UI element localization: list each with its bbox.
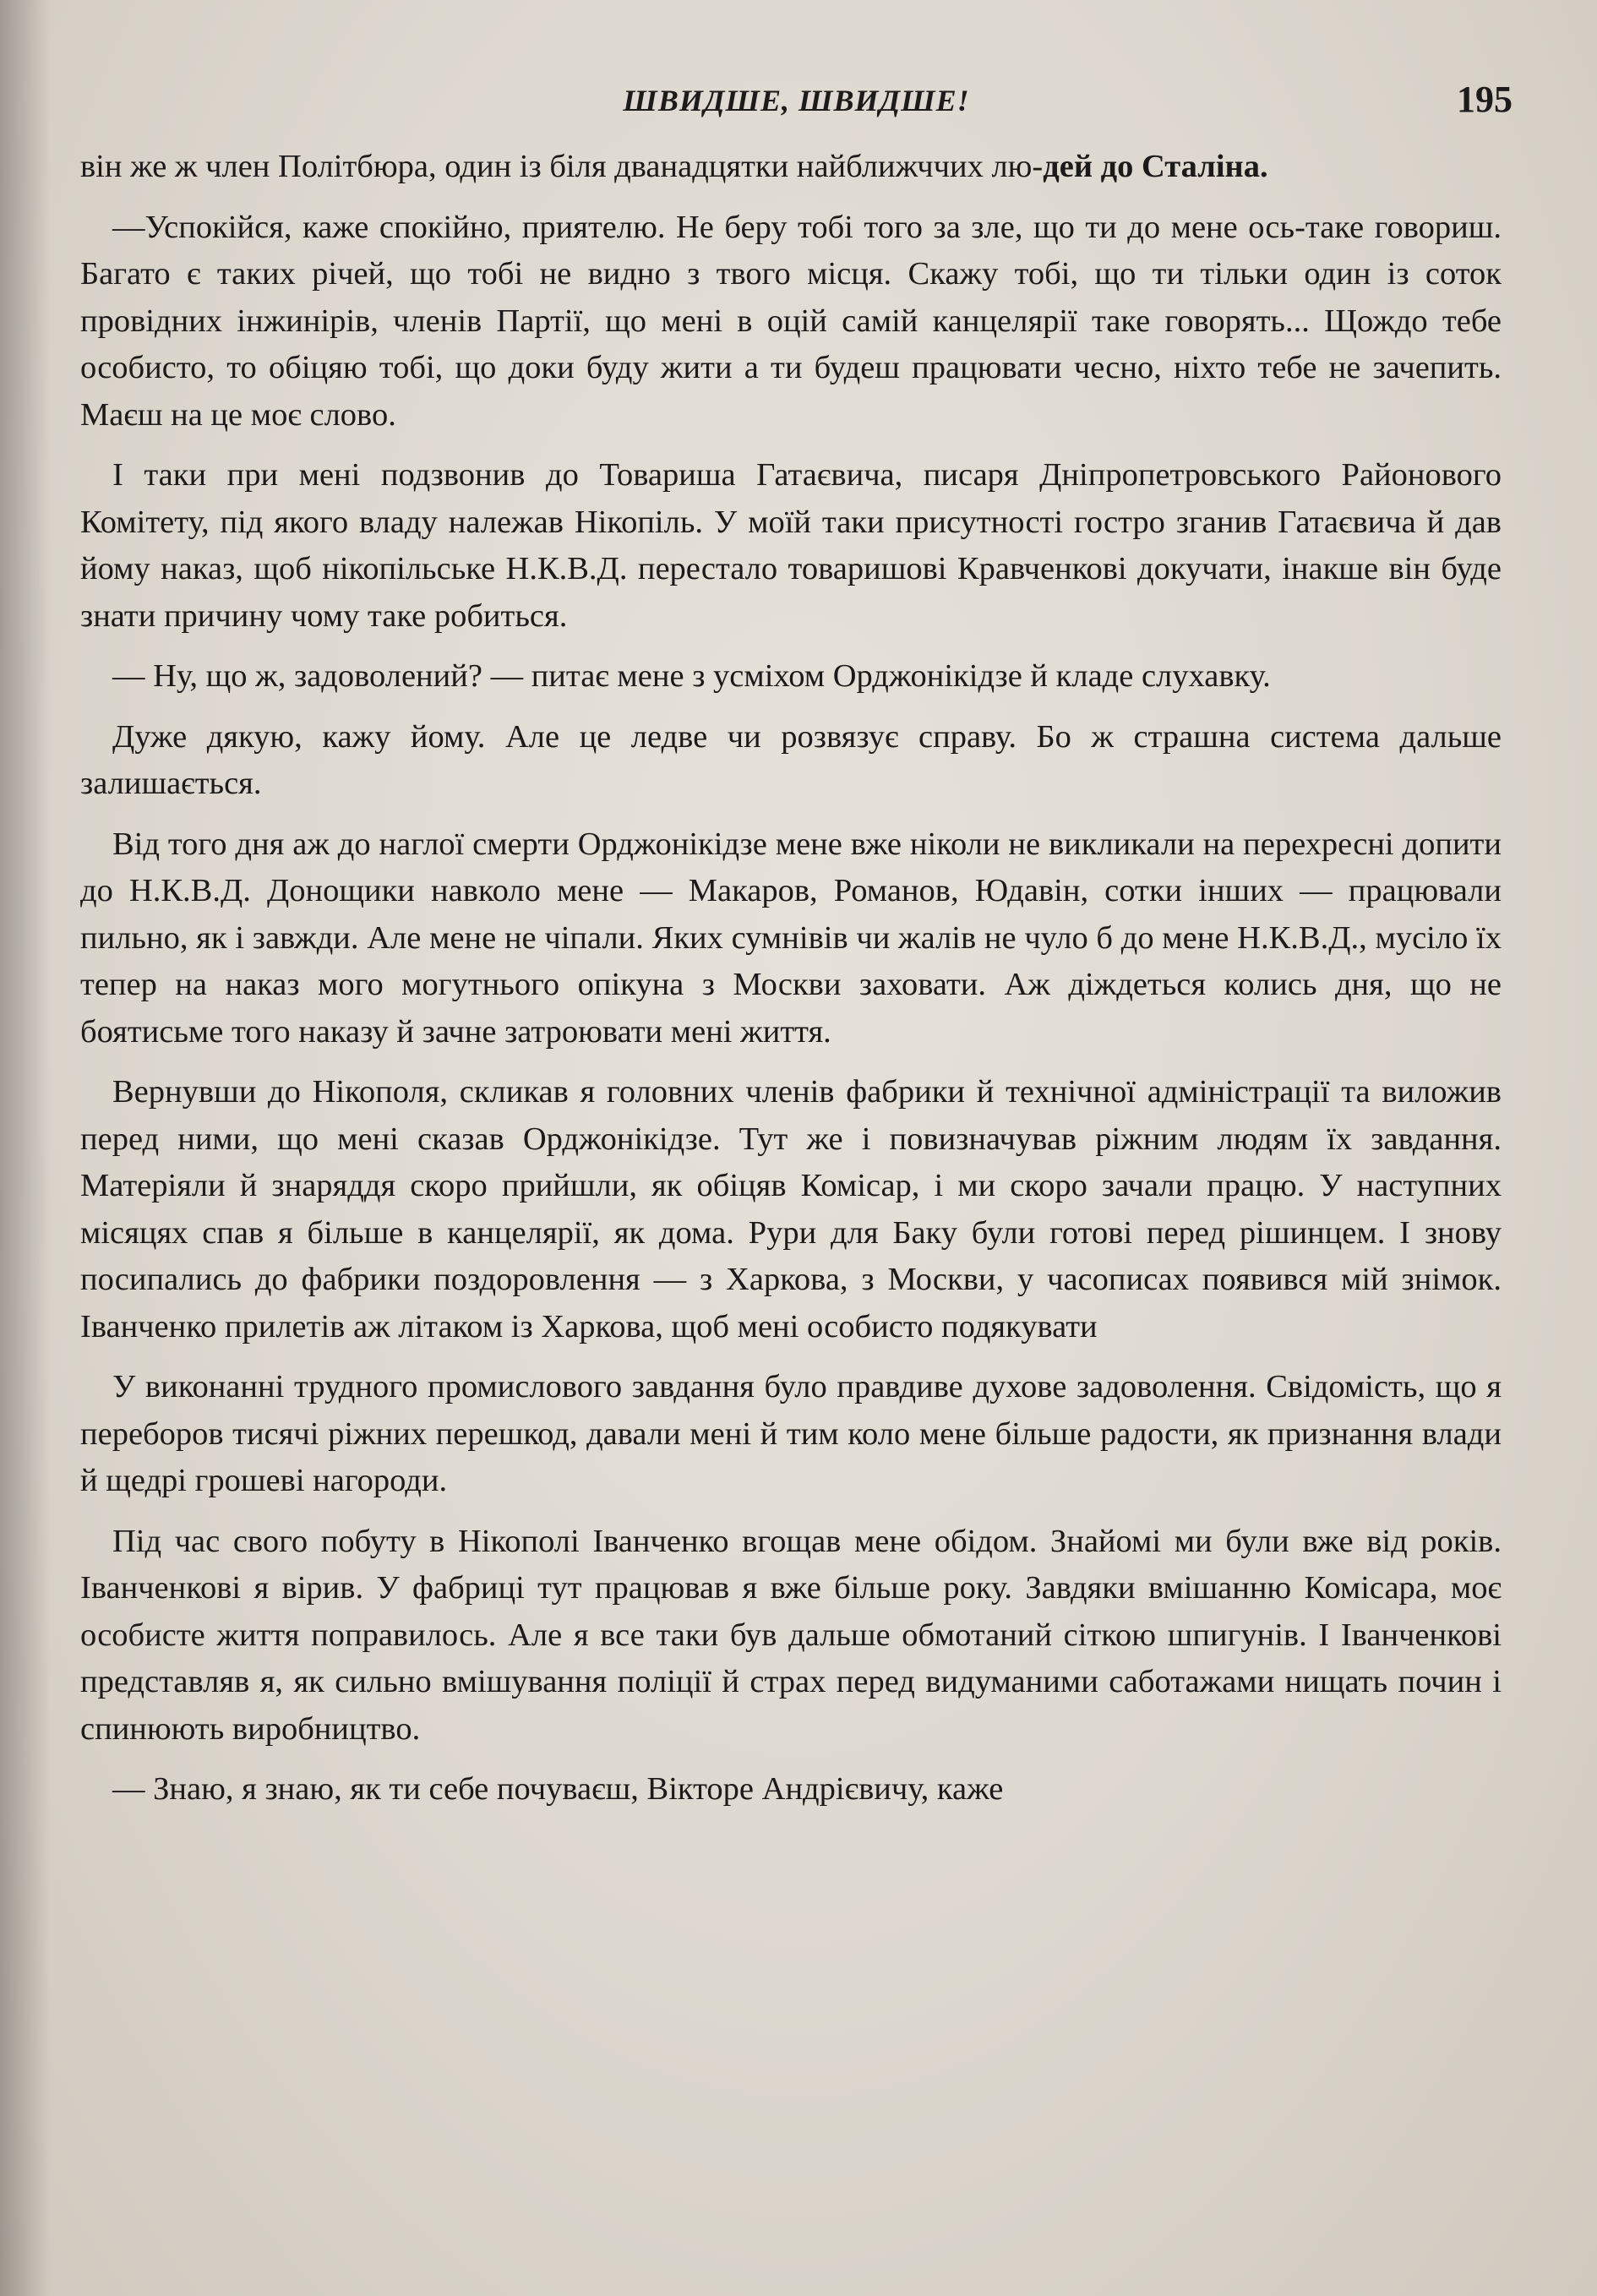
paragraph-8: У виконанні трудного промислового завдання було правдиве духове задоволення. Свідомість, що я переборов тисячі ріжних перешкод, давали мені й тим коло мене більше радости, як признання влади й щедрі грошеві нагороди. bbox=[80, 1369, 1502, 1498]
paragraph-1 bbox=[80, 144, 1502, 191]
paragraph-10: — Знаю, я знаю, як ти себе почуваєш, Вікторе Андрієвичу, каже bbox=[112, 1771, 1004, 1807]
page-number: 195 bbox=[1457, 79, 1513, 120]
paragraph-1-bold-text: дей до Сталіна. bbox=[1043, 149, 1268, 184]
paragraph-7: Вернувши до Нікополя, скликав я головних членів фабрики й технічної адміністрації та виложив перед ними, що мені сказав Орджонікідзе. Тут же і повизначував ріжним людям їх завдання. Матеріяли й знаряддя скоро прийшли, як обіцяв Комісар, і ми скоро зачали працю. У наступних місяцях спав я більше в канцелярії, як дома. Рури для Баку були готові перед рішинцем. І знову посипались до фабрики поздоровлення — з Харкова, з Москви, у часописах появився мій знімок. Іванченко прилетів аж літаком із Харкова, щоб мені особисто подякувати bbox=[80, 1074, 1502, 1344]
paragraph-2: —Успокійся, каже спокійно, приятелю. Не беру тобі того за зле, що ти до мене ось-таке говориш. Багато є таких річей, що тобі не видно з твого місця. Скажу тобі, що ти тільки один із соток провідних інжинірів, членів Партії, що мені в оцій самій канцелярії таке говорять... Щождо тебе особисто, то обіцяю тобі, що доки буду жити а ти будеш працювати чесно, ніхто тебе не зачепить. Маєш на це моє слово. bbox=[80, 209, 1502, 433]
paragraph-3: І таки при мені подзвонив до Товариша Гатаєвича, писаря Дніпропетровського Районового Комітету, під якого владу належав Нікопіль. У моїй таки присутності гостро зганив Гатаєвича й дав йому наказ, щоб нікопільське Н.К.В.Д. перестало товаришові Кравченкові докучати, інакше він буде знати причину чому таке робиться. bbox=[80, 457, 1502, 634]
page-spine-shadow bbox=[0, 0, 51, 2296]
paragraph-5: Дуже дякую, кажу йому. Але це ледве чи розвязує справу. Бо ж страшна система дальше залишається. bbox=[80, 718, 1502, 801]
paragraph-1-text: він же ж член Політбюра, один із біля дванадцятки найближччих лю- bbox=[80, 149, 1044, 184]
paragraph-6: Від того дня аж до наглої смерти Орджонікідзе мене вже ніколи не викликали на перехресні допити до Н.К.В.Д. Донощики навколо мене — Макаров, Романов, Юдавін, сотки інших — працювали пильно, як і завжди. Але мене не чіпали. Яких сумнівів чи жалів не чуло б до мене Н.К.В.Д., мусіло їх тепер на наказ мого могутнього опікуна з Москви заховати. Аж діждеться колись дня, що не боятисьме того наказу й зачне затроювати мені життя. bbox=[80, 826, 1502, 1050]
page-header bbox=[80, 78, 1513, 128]
body-text bbox=[80, 144, 1502, 1827]
running-title: ШВИДШЕ, ШВИДШЕ! bbox=[623, 84, 970, 117]
paragraph-4: — Ну, що ж, задоволений? — питає мене з усміхом Орджонікідзе й кладе слухавку. bbox=[112, 658, 1271, 694]
paragraph-9: Під час свого побуту в Нікополі Іванченко вгощав мене обідом. Знайомі ми були вже від років. Іванченкові я вірив. У фабриці тут працював я вже більше року. Завдяки вмішанню Комісара, моє особисте життя поправилось. Але я все таки був дальше обмотаний сіткою шпигунів. І Іванченкові представляв я, як сильно вмішування поліції й страх перед видуманими саботажами нищать почин і спинюють виробництво. bbox=[80, 1523, 1502, 1747]
